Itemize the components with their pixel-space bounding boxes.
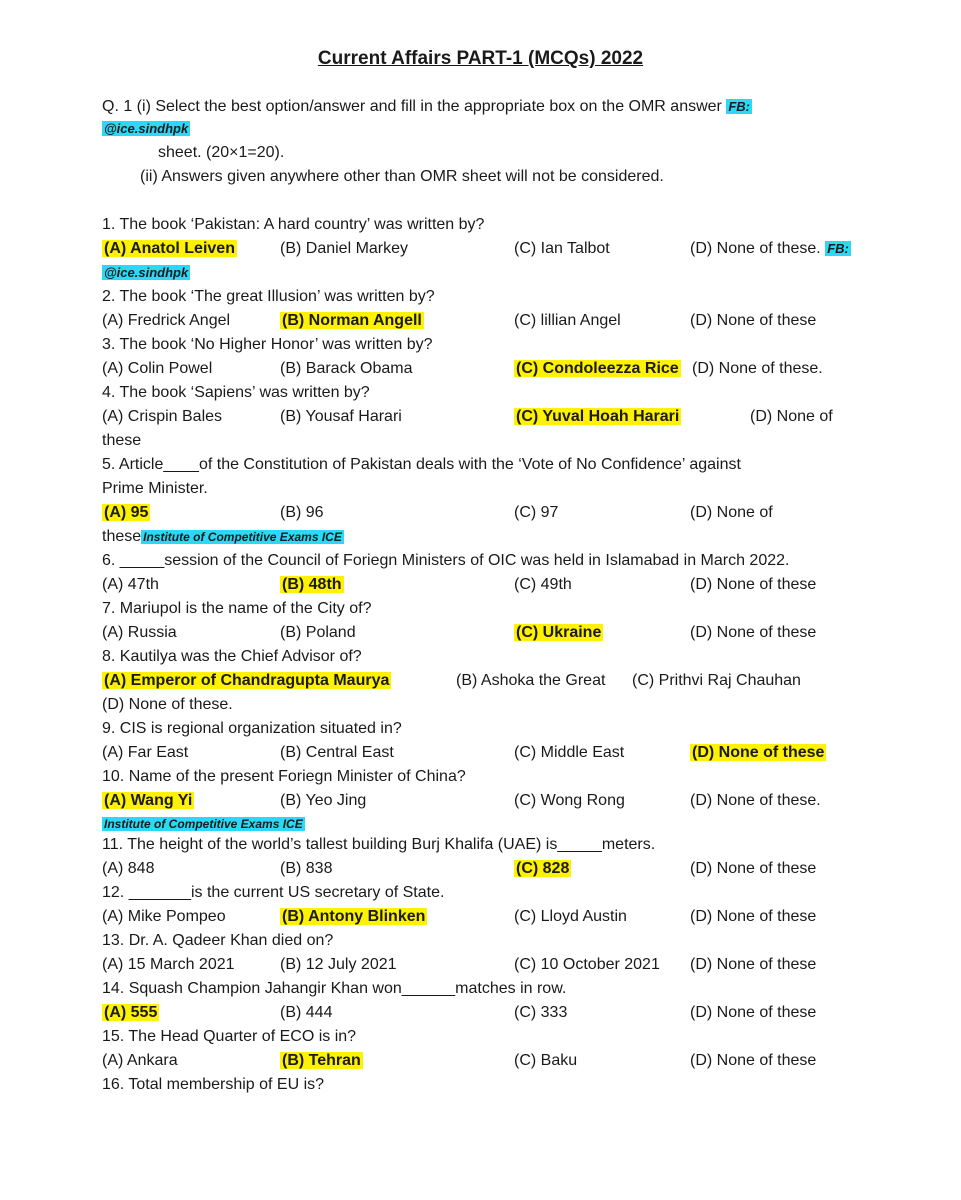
q14-option-a [102, 1004, 159, 1022]
question-1: 1. The book ‘Pakistan: A hard country’ was written by? [102, 216, 485, 233]
question-7: 7. Mariupol is the name of the City of? [102, 600, 372, 617]
q9-option-a: (A) Far East [102, 744, 189, 761]
q1-option-a [102, 240, 237, 258]
q11-option-c [514, 860, 571, 878]
correct-answer: (B) Antony Blinken [282, 908, 426, 925]
q4-option-d-cont: these [102, 432, 142, 449]
q9-option-d [690, 744, 826, 762]
question-14: 14. Squash Champion Jahangir Khan won______matches in row. [102, 980, 567, 997]
instruction-text: Q. 1 (i) Select the best option/answer and fill in the appropriate box on the OMR answer [102, 98, 722, 115]
q2-option-d: (D) None of these [690, 312, 817, 329]
q12-option-d: (D) None of these [690, 908, 817, 925]
q6-option-b [280, 576, 344, 594]
q14-option-d: (D) None of these [690, 1004, 817, 1021]
q8-option-b: (B) Ashoka the Great [456, 672, 606, 689]
handle-line [102, 120, 190, 138]
q7-option-c [514, 624, 603, 642]
q3-option-a: (A) Colin Powel [102, 360, 213, 377]
q13-option-b: (B) 12 July 2021 [280, 956, 397, 973]
q7-option-b: (B) Poland [280, 624, 356, 641]
correct-answer: (C) Yuval Hoah Harari [516, 408, 680, 425]
question-10: 10. Name of the present Foriegn Minister of China? [102, 768, 466, 785]
correct-answer: (A) 555 [104, 1004, 158, 1021]
q5-option-d-cont: these Institute of Competitive Exams ICE [102, 528, 342, 545]
q11-option-b: (B) 838 [280, 860, 333, 877]
q10-option-b: (B) Yeo Jing [280, 792, 367, 809]
question-2: 2. The book ‘The great Illusion’ was written by? [102, 288, 435, 305]
q9-option-b: (B) Central East [280, 744, 394, 761]
fb-tag: FB: [827, 241, 849, 256]
correct-answer: (B) Tehran [282, 1052, 361, 1069]
question-5-cont: Prime Minister. [102, 480, 208, 497]
q3-option-b: (B) Barack Obama [280, 360, 413, 377]
q5-option-c: (C) 97 [514, 504, 559, 521]
watermark-tag: Institute of Competitive Exams ICE [143, 530, 342, 544]
q12-option-b [280, 908, 427, 926]
q13-option-a: (A) 15 March 2021 [102, 956, 235, 973]
instruction-line-2: sheet. (20×1=20). [158, 144, 285, 161]
q12-option-a: (A) Mike Pompeo [102, 908, 226, 925]
q10-option-a [102, 792, 194, 810]
q15-option-d: (D) None of these [690, 1052, 817, 1069]
question-8: 8. Kautilya was the Chief Advisor of? [102, 648, 362, 665]
question-12: 12. _______is the current US secretary of State. [102, 884, 445, 901]
watermark-line [102, 815, 305, 833]
q4-option-b: (B) Yousaf Harari [280, 408, 402, 425]
question-3: 3. The book ‘No Higher Honor’ was written by? [102, 336, 433, 353]
question-9: 9. CIS is regional organization situated in? [102, 720, 402, 737]
q14-option-c: (C) 333 [514, 1004, 568, 1021]
correct-answer: (A) Emperor of Chandragupta Maurya [104, 672, 390, 689]
q6-option-a: (A) 47th [102, 576, 159, 593]
page-title: Current Affairs PART-1 (MCQs) 2022 [317, 48, 644, 69]
q15-option-c: (C) Baku [514, 1052, 578, 1069]
correct-answer: (C) Ukraine [516, 624, 602, 641]
watermark-tag: Institute of Competitive Exams ICE [104, 817, 303, 831]
q9-option-c: (C) Middle East [514, 744, 625, 761]
q5-option-a [102, 504, 150, 522]
q13-option-c: (C) 10 October 2021 [514, 956, 660, 973]
q1-option-b: (B) Daniel Markey [280, 240, 409, 257]
handle-line [102, 264, 190, 282]
q12-option-c: (C) Lloyd Austin [514, 908, 627, 925]
correct-answer: (C) 828 [516, 860, 570, 877]
q4-option-d: (D) None of [750, 408, 833, 425]
q8-option-a [102, 672, 391, 690]
question-16: 16. Total membership of EU is? [102, 1076, 325, 1093]
fb-tag: FB: [728, 99, 751, 114]
correct-answer: (B) 48th [282, 576, 342, 593]
q11-option-d: (D) None of these [690, 860, 817, 877]
q5-option-b: (B) 96 [280, 504, 324, 521]
instruction-line-3: (ii) Answers given anywhere other than OMR sheet will not be considered. [140, 168, 664, 185]
q10-option-d: (D) None of these. [690, 792, 821, 809]
question-6: 6. _____session of the Council of Foriegn Ministers of OIC was held in Islamabad in March 2022. [102, 552, 790, 569]
q13-option-d: (D) None of these [690, 956, 817, 973]
correct-answer: (A) Anatol Leiven [104, 240, 235, 257]
q15-option-a: (A) Ankara [102, 1052, 178, 1069]
question-5: 5. Article____of the Constitution of Pakistan deals with the ‘Vote of No Confidence’ against [102, 456, 741, 473]
question-13: 13. Dr. A. Qadeer Khan died on? [102, 932, 334, 949]
question-15: 15. The Head Quarter of ECO is in? [102, 1028, 357, 1045]
q5-option-d: (D) None of [690, 504, 773, 521]
fb-handle: @ice.sindhpk [104, 121, 189, 136]
q3-option-c [514, 360, 681, 378]
q7-option-d: (D) None of these [690, 624, 817, 641]
q4-option-c [514, 408, 681, 426]
q2-option-c: (C) lillian Angel [514, 312, 621, 329]
q3-option-d: (D) None of these. [692, 360, 823, 377]
q1-option-c: (C) Ian Talbot [514, 240, 610, 257]
q6-option-d: (D) None of these [690, 576, 817, 593]
q11-option-a: (A) 848 [102, 860, 155, 877]
q10-option-c: (C) Wong Rong [514, 792, 625, 809]
q14-option-b: (B) 444 [280, 1004, 333, 1021]
correct-answer: (A) Wang Yi [104, 792, 193, 809]
question-11: 11. The height of the world’s tallest building Burj Khalifa (UAE) is_____meters. [102, 836, 656, 853]
correct-answer: (B) Norman Angell [282, 312, 422, 329]
question-4: 4. The book ‘Sapiens’ was written by? [102, 384, 370, 401]
fb-handle: @ice.sindhpk [104, 265, 189, 280]
q4-option-a: (A) Crispin Bales [102, 408, 223, 425]
instruction-line-1 [102, 98, 752, 116]
q1-option-d: (D) None of these. FB: [690, 240, 849, 257]
correct-answer: (C) Condoleezza Rice [516, 360, 679, 377]
q15-option-b [280, 1052, 363, 1070]
q2-option-a: (A) Fredrick Angel [102, 312, 231, 329]
q8-option-c: (C) Prithvi Raj Chauhan [632, 672, 801, 689]
q6-option-c: (C) 49th [514, 576, 572, 593]
q8-option-d: (D) None of these. [102, 696, 233, 713]
q7-option-a: (A) Russia [102, 624, 177, 641]
correct-answer: (D) None of these [692, 744, 825, 761]
q2-option-b [280, 312, 424, 330]
correct-answer: (A) 95 [104, 504, 149, 521]
